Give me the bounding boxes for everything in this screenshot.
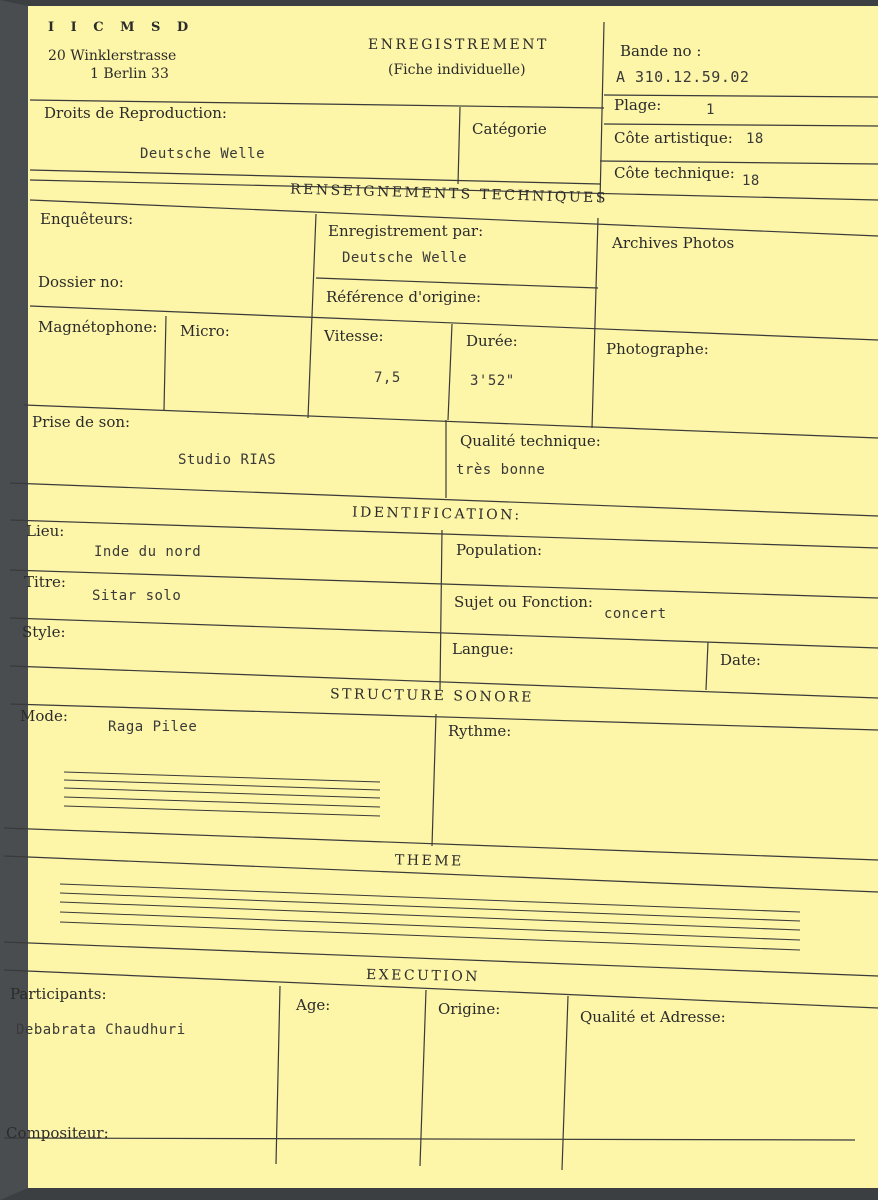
vitesse-label: Vitesse: [324, 327, 384, 345]
duree-label: Durée: [466, 332, 518, 350]
address-line-1: 20 Winklerstrasse [48, 48, 177, 64]
structure-heading: STRUCTURE SONORE [329, 686, 535, 706]
sujet-value: concert [604, 606, 667, 622]
titre-label: Titre: [24, 573, 66, 591]
micro-label: Micro: [180, 322, 230, 340]
vitesse-value: 7,5 [374, 370, 401, 386]
lieu-value: Inde du nord [94, 544, 202, 560]
participants-value: Debabrata Chaudhuri [16, 1022, 186, 1038]
enqueteurs-label: Enquêteurs: [40, 210, 134, 228]
magnetophone-label: Magnétophone: [38, 318, 158, 336]
mode-label: Mode: [20, 707, 68, 725]
categorie-label: Catégorie [472, 120, 547, 138]
lieu-label: Lieu: [26, 522, 65, 540]
qualite-technique-value: très bonne [456, 462, 546, 478]
cote-technique-value: 18 [742, 173, 760, 189]
technical-heading: RENSEIGNEMENTS TECHNIQUES [289, 181, 609, 207]
form-title: ENREGISTREMENT [368, 37, 549, 53]
bande-value: A 310.12.59.02 [616, 68, 750, 86]
style-label: Style: [22, 623, 66, 641]
bande-label: Bande no : [620, 42, 702, 60]
prise-value: Studio RIAS [178, 452, 277, 468]
prise-label: Prise de son: [32, 413, 131, 431]
cote-artistique-label: Côte artistique: [614, 129, 733, 147]
population-label: Population: [456, 541, 543, 559]
droits-label: Droits de Reproduction: [44, 104, 227, 122]
duree-value: 3'52" [470, 373, 515, 389]
cote-technique-label: Côte technique: [614, 164, 735, 182]
theme-heading: THEME [394, 852, 464, 870]
form-subtitle: (Fiche individuelle) [388, 62, 526, 78]
qualite-adresse-label: Qualité et Adresse: [580, 1008, 726, 1026]
dossier-label: Dossier no: [38, 273, 124, 291]
rythme-label: Rythme: [448, 722, 512, 740]
enregistrement-value: Deutsche Welle [342, 250, 468, 266]
age-label: Age: [296, 996, 331, 1014]
plage-value: 1 [706, 102, 715, 118]
address-line-2: 1 Berlin 33 [90, 66, 169, 82]
langue-label: Langue: [452, 640, 514, 658]
identification-heading: IDENTIFICATION: [351, 504, 522, 524]
mode-value: Raga Pilee [108, 719, 198, 735]
origine-label: Origine: [438, 1000, 501, 1018]
compositeur-label: Compositeur: [6, 1124, 109, 1142]
cote-artistique-value: 18 [746, 131, 764, 147]
plage-label: Plage: [614, 96, 662, 114]
participants-label: Participants: [10, 985, 107, 1003]
execution-heading: EXECUTION [365, 967, 481, 985]
qualite-technique-label: Qualité technique: [460, 432, 601, 450]
photographe-label: Photographe: [606, 340, 709, 358]
date-label: Date: [720, 651, 761, 669]
reference-label: Référence d'origine: [326, 288, 482, 306]
sujet-label: Sujet ou Fonction: [454, 593, 593, 611]
droits-value: Deutsche Welle [140, 146, 266, 162]
enregistrement-label: Enregistrement par: [328, 222, 484, 240]
archives-label: Archives Photos [612, 234, 735, 252]
org-name: I I C M S D [48, 20, 195, 35]
titre-value: Sitar solo [92, 588, 182, 604]
